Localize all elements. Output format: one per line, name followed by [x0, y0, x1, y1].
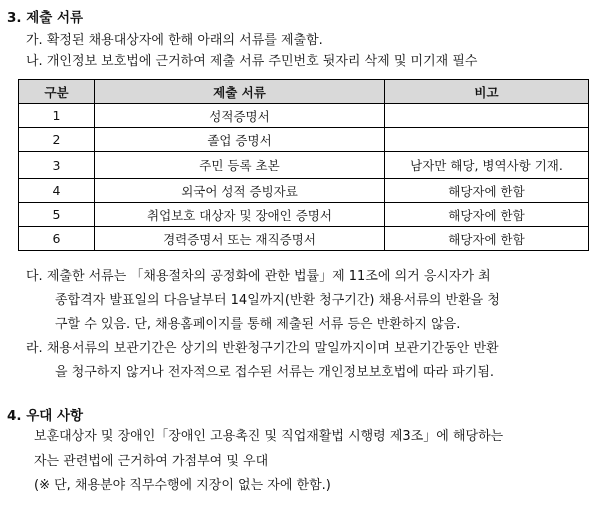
item-da-line-1: 다. 제출한 서류는 「채용절차의 공정화에 관한 법률」제 11조에 의거 응시자가 최 — [26, 269, 491, 284]
table-header-row — [19, 80, 589, 104]
row-number: 5 — [19, 203, 95, 227]
row-document: 취업보호 대상자 및 장애인 증명서 — [95, 203, 385, 227]
documents-table — [18, 79, 589, 251]
row-document: 졸업 증명서 — [95, 128, 385, 152]
item-ra-line-2: 을 청구하지 않거나 전자적으로 접수된 서류는 개인정보보호법에 따라 파기됨. — [55, 365, 495, 380]
row-document: 성적증명서 — [95, 104, 385, 128]
item-ra-line-1: 라. 채용서류의 보관기간은 상기의 반환청구기간의 말일까지이며 보관기간동안 반환 — [26, 341, 499, 356]
section-3-item-na: 나. 개인정보 보호법에 근거하여 제출 서류 주민번호 뒷자리 삭제 및 미기재 필수 — [26, 54, 478, 69]
header-category: 구분 — [19, 80, 95, 104]
section-4-line-2: 자는 관련법에 근거하여 가점부여 및 우대 — [34, 454, 269, 469]
row-number: 6 — [19, 227, 95, 251]
table-row — [19, 104, 589, 128]
row-document: 경력증명서 또는 재직증명서 — [95, 227, 385, 251]
row-note: 남자만 해당, 병역사항 기재. — [385, 152, 589, 179]
table-row — [19, 128, 589, 152]
row-note: 해당자에 한함 — [385, 179, 589, 203]
header-note: 비고 — [385, 80, 589, 104]
header-document: 제출 서류 — [95, 80, 385, 104]
row-note: 해당자에 한함 — [385, 227, 589, 251]
row-number: 2 — [19, 128, 95, 152]
row-number: 3 — [19, 152, 95, 179]
section-4-line-3: (※ 단, 채용분야 직무수행에 지장이 없는 자에 한함.) — [34, 478, 331, 493]
row-document: 주민 등록 초본 — [95, 152, 385, 179]
table-row — [19, 152, 589, 179]
item-da-line-2: 종합격자 발표일의 다음날부터 14일까지(반환 청구기간) 채용서류의 반환을 청 — [55, 293, 500, 308]
row-document: 외국어 성적 증빙자료 — [95, 179, 385, 203]
row-number: 1 — [19, 104, 95, 128]
row-note — [385, 128, 589, 152]
section-4-line-1: 보훈대상자 및 장애인「장애인 고용촉진 및 직업재활법 시행령 제3조」에 해당하는 — [34, 429, 504, 444]
table-row — [19, 203, 589, 227]
table-row — [19, 179, 589, 203]
section-4-title: 4. 우대 사항 — [7, 408, 84, 424]
row-number: 4 — [19, 179, 95, 203]
table-row — [19, 227, 589, 251]
section-3-title: 3. 제출 서류 — [7, 10, 84, 26]
row-note — [385, 104, 589, 128]
row-note: 해당자에 한함 — [385, 203, 589, 227]
item-da-line-3: 구할 수 있음. 단, 채용홈페이지를 통해 제출된 서류 등은 반환하지 않음. — [55, 317, 461, 332]
section-3-item-ga: 가. 확정된 채용대상자에 한해 아래의 서류를 제출함. — [26, 33, 323, 48]
